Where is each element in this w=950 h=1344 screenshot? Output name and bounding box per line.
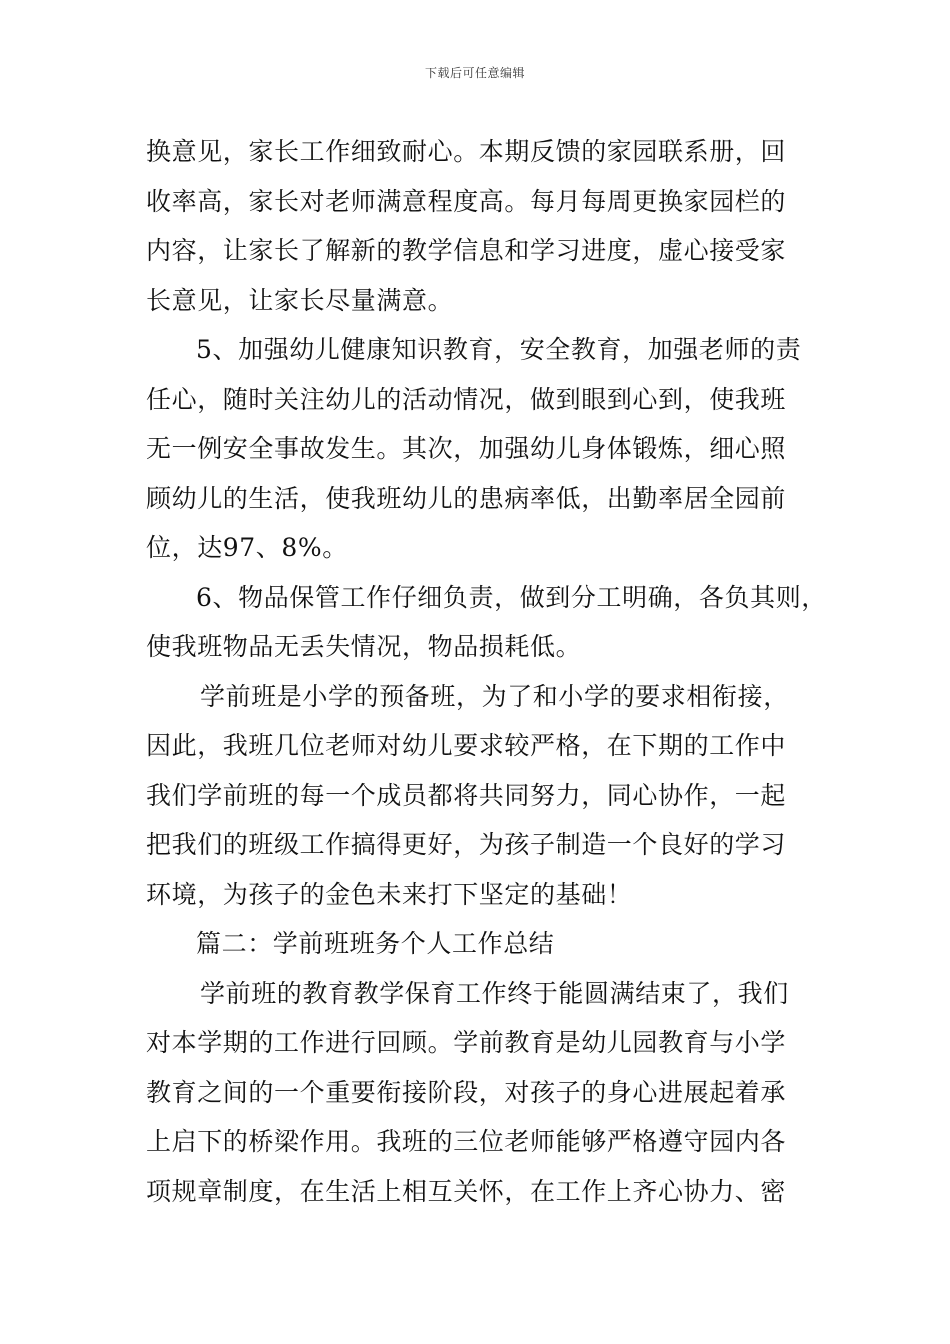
text-line: 因此，我班几位老师对幼儿要求较严格，在下期的工作中 — [146, 731, 787, 760]
text-line: 位，达97、8%。 — [146, 533, 348, 562]
text-line: 无一例安全事故发生。其次，加强幼儿身体锻炼，细心照 — [146, 434, 787, 463]
text-line: 换意见，家长工作细致耐心。本期反馈的家园联系册，回 — [146, 137, 787, 166]
text-line: 把我们的班级工作搞得更好，为孩子制造一个良好的学习 — [146, 830, 787, 859]
text-line: 任心，随时关注幼儿的活动情况，做到眼到心到，使我班 — [146, 384, 787, 414]
text-line: 我们学前班的每一个成员都将共同努力，同心协作，一起 — [146, 780, 787, 810]
text-line: 教育之间的一个重要衔接阶段，对孩子的身心进展起着承 — [146, 1077, 787, 1107]
text-line: 顾幼儿的生活，使我班幼儿的患病率低，出勤率居全园前 — [146, 483, 787, 513]
text-line: 收率高，家长对老师满意程度高。每月每周更换家园栏的 — [146, 186, 787, 216]
page-header: 下载后可任意编辑 — [424, 66, 525, 80]
text-line: 环境，为孩子的金色未来打下坚定的基础！ — [146, 879, 633, 909]
text-line: 学前班是小学的预备班，为了和小学的要求相衔接， — [200, 681, 789, 711]
text-line: 上启下的桥梁作用。我班的三位老师能够严格遵守园内各 — [146, 1127, 787, 1156]
text-line: 学前班的教育教学保育工作终于能圆满结束了，我们 — [200, 978, 789, 1008]
text-line: 项规章制度，在生活上相互关怀，在工作上齐心协力、密 — [146, 1176, 787, 1206]
document-body — [146, 127, 827, 1216]
text-line: 6、物品保管工作仔细负责，做到分工明确，各负其则， — [196, 582, 827, 612]
text-line: 使我班物品无丢失情况，物品损耗低。 — [146, 632, 582, 661]
text-line: 5、加强幼儿健康知识教育，安全教育，加强老师的责 — [196, 335, 802, 364]
text-line: 对本学期的工作进行回顾。学前教育是幼儿园教育与小学 — [146, 1028, 787, 1057]
section-heading: 篇二：学前班班务个人工作总结 — [196, 929, 555, 958]
text-line: 内容，让家长了解新的教学信息和学习进度，虚心接受家 — [146, 236, 787, 265]
text-line: 长意见，让家长尽量满意。 — [146, 285, 454, 315]
